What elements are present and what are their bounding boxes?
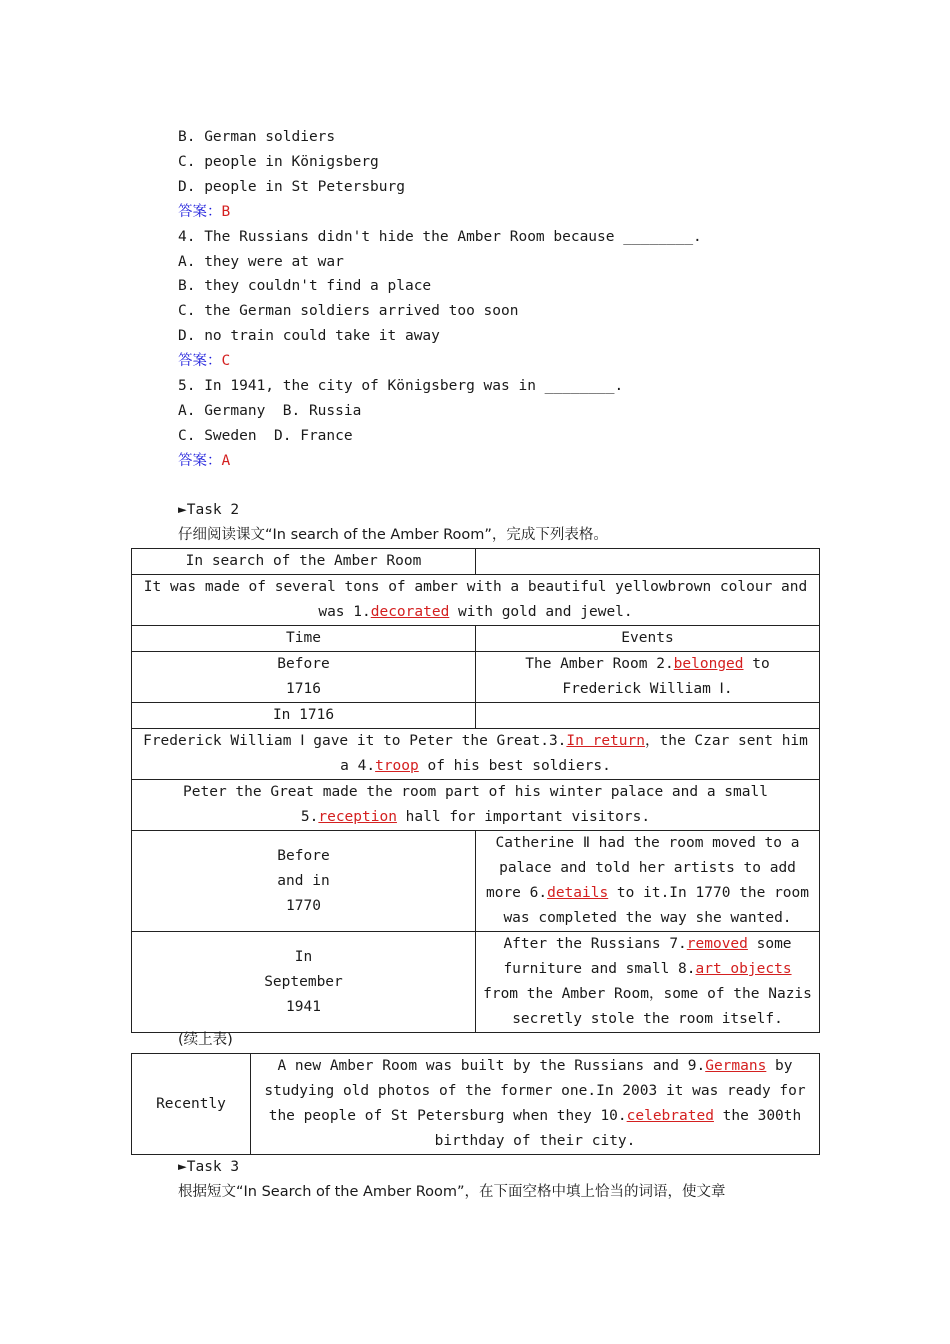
- q5-options-ab: A. Germany B. Russia: [178, 403, 362, 419]
- q4-option-a: A. they were at war: [178, 254, 344, 270]
- q5-stem: 5. In 1941, the city of Königsberg was in ________.: [178, 378, 624, 394]
- q3-option-c: C. people in Königsberg: [178, 154, 379, 170]
- fill-7: removed: [686, 936, 748, 952]
- time-1770: Before and in 1770: [132, 831, 476, 932]
- amber-room-table-continued: [131, 1053, 820, 1155]
- fill-4: troop: [375, 758, 419, 774]
- q5-answer: [178, 450, 230, 472]
- row-description: It was made of several tons of amber with a beautiful yellowbrown colour and was 1.decorated with gold and jewel.: [132, 575, 820, 626]
- answer-label: 答案：: [178, 353, 222, 369]
- fill-9: Germans: [705, 1058, 767, 1074]
- event-in-1716-empty: [476, 703, 820, 729]
- answer-value: B: [221, 204, 231, 220]
- q3-option-d: D. people in St Petersburg: [178, 179, 405, 195]
- q4-option-b: B. they couldn't find a place: [178, 278, 432, 294]
- fill-5: reception: [318, 809, 397, 825]
- answer-label: 答案：: [178, 204, 222, 220]
- header-time: Time: [132, 626, 476, 652]
- fill-8: art objects: [695, 961, 792, 977]
- answer-value: A: [221, 453, 231, 469]
- table-title-empty: [476, 549, 820, 575]
- answer-label: 答案：: [178, 453, 222, 469]
- q5-options-cd: C. Sweden D. France: [178, 428, 353, 444]
- continued-label: (续上表): [178, 1032, 233, 1048]
- fill-10: celebrated: [626, 1108, 714, 1124]
- fill-2: belonged: [673, 656, 744, 672]
- row-peter: Peter the Great made the room part of his winter palace and a small 5.reception hall for important visitors.: [132, 780, 820, 831]
- task3-instruction: 根据短文“In Search of the Amber Room”，在下面空格中填上恰当的词语，使文章: [178, 1184, 726, 1200]
- event-before-1716: The Amber Room 2.belonged to Frederick William Ⅰ.: [476, 652, 820, 703]
- task2-heading: ►Task 2: [178, 502, 240, 518]
- time-1941: In September 1941: [132, 932, 476, 1033]
- q3-option-b: B. German soldiers: [178, 129, 336, 145]
- fill-3: In return: [566, 733, 645, 749]
- amber-room-table: [131, 548, 820, 1033]
- event-1941: After the Russians 7.removed some furniture and small 8.art objects from the Amber Room，some of the Nazis secretly stole the room itself.: [476, 932, 820, 1033]
- table-title: In search of the Amber Room: [132, 549, 476, 575]
- event-1770: Catherine Ⅱ had the room moved to a palace and told her artists to add more 6.details to it.In 1770 the room was completed the way she wanted.: [476, 831, 820, 932]
- time-recently: Recently: [132, 1054, 251, 1155]
- task2-instruction: 仔细阅读课文“In search of the Amber Room”，完成下列表格。: [178, 527, 608, 543]
- time-before-1716: Before 1716: [132, 652, 476, 703]
- q4-option-d: D. no train could take it away: [178, 328, 440, 344]
- row-frederick: Frederick William Ⅰ gave it to Peter the Great.3.In return，the Czar sent him a 4.troop of his best soldiers.: [132, 729, 820, 780]
- event-recently: A new Amber Room was built by the Russians and 9.Germans by studying old photos of the former one.In 2003 it was ready for the people of St Petersburg when they 10.celebrated the 300th birthday of their city.: [251, 1054, 820, 1155]
- fill-1: decorated: [370, 604, 450, 620]
- q4-stem: 4. The Russians didn't hide the Amber Room because ________.: [178, 229, 702, 245]
- q4-answer: [178, 350, 230, 372]
- time-in-1716: In 1716: [132, 703, 476, 729]
- q4-option-c: C. the German soldiers arrived too soon: [178, 303, 519, 319]
- fill-6: details: [547, 885, 609, 901]
- q3-answer: [178, 201, 230, 223]
- header-events: Events: [476, 626, 820, 652]
- answer-value: C: [221, 353, 231, 369]
- task3-heading: ►Task 3: [178, 1159, 240, 1175]
